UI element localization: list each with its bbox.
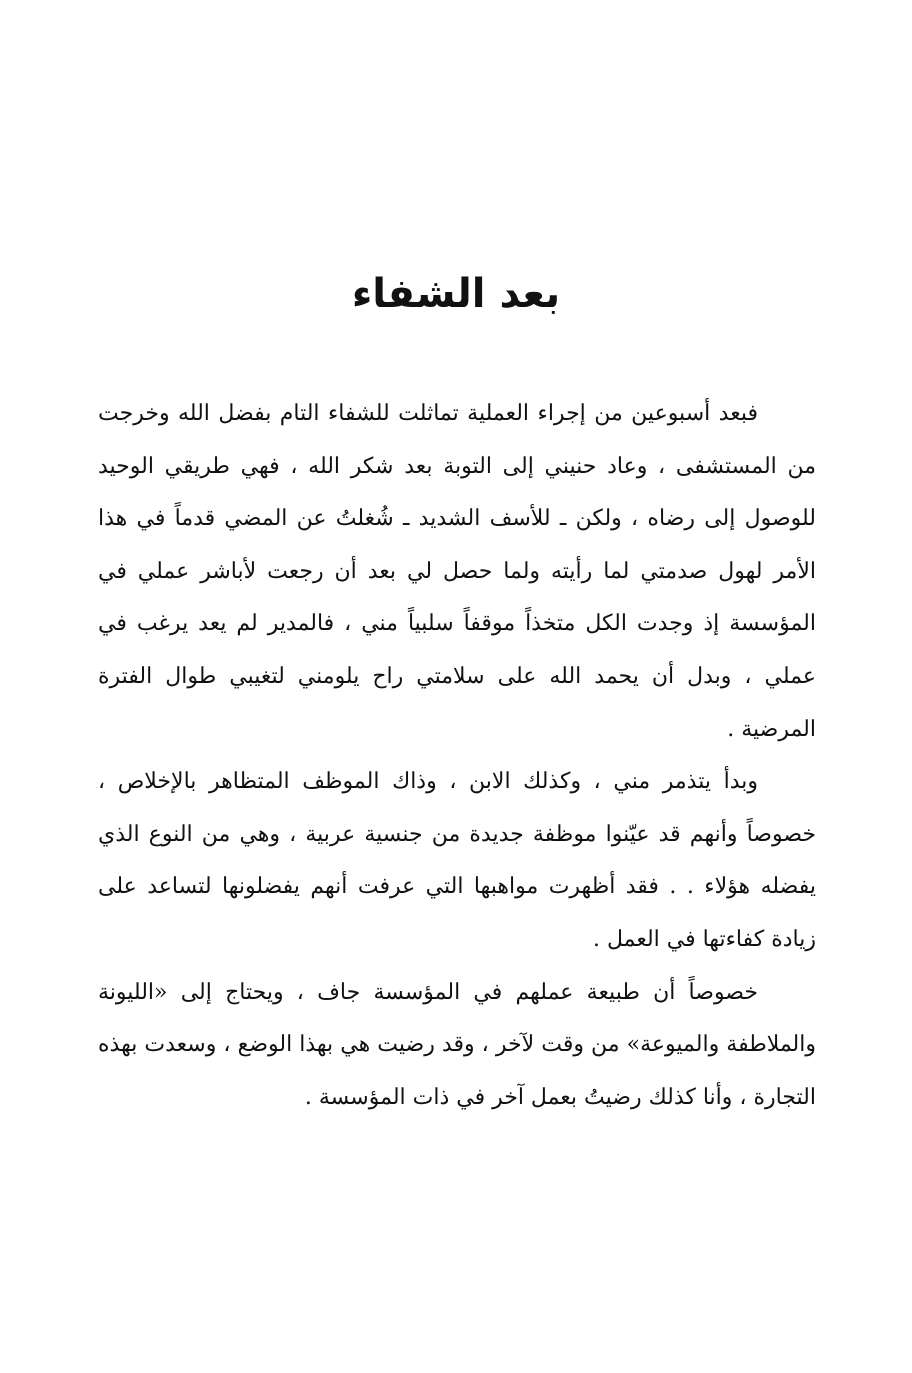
chapter-title: بعد الشفاء — [351, 271, 561, 317]
paragraph-3: خصوصاً أن طبيعة عملهم في المؤسسة جاف ، ويحتاج إلى «الليونة والملاطفة والميوعة» من وقت لآخر ، وقد رضيت هي بهذا الوضع ، وسعدت بهذه التجارة ، وأنا كذلك رضيتُ بعمل آخر في ذات المؤسسة . — [98, 979, 816, 1110]
paragraph-1: فبعد أسبوعين من إجراء العملية تماثلت للشفاء التام بفضل الله وخرجت من المستشفى ، وعاد حنيني إلى التوبة بعد شكر الله ، فهي طريقي الوحيد للوصول إلى رضاه ، ولكن ـ للأسف الشديد ـ شُغلتُ عن المضي قدماً في هذا الأمر لهول صدمتي لما رأيته ولما حصل لي بعد أن رجعت لأباشر عملي في المؤسسة إذ وجدت الكل متخذاً موقفاً سلبياً مني ، فالمدير لم يعد يرغب في عملي ، وبدل أن يحمد الله على سلامتي راح يلومني لتغيبي طوال الفترة المرضية . — [98, 401, 816, 742]
chapter-body — [98, 388, 816, 1124]
paragraph-2: وبدأ يتذمر مني ، وكذلك الابن ، وذاك الموظف المتظاهر بالإخلاص ، خصوصاً وأنهم قد عيّنوا موظفة جديدة من جنسية عربية ، وهي من النوع الذي يفضله هؤلاء . . فقد أظهرت مواهبها التي عرفت أنهم يفضلونها لتساعد على زيادة كفاءتها في العمل . — [98, 769, 816, 952]
